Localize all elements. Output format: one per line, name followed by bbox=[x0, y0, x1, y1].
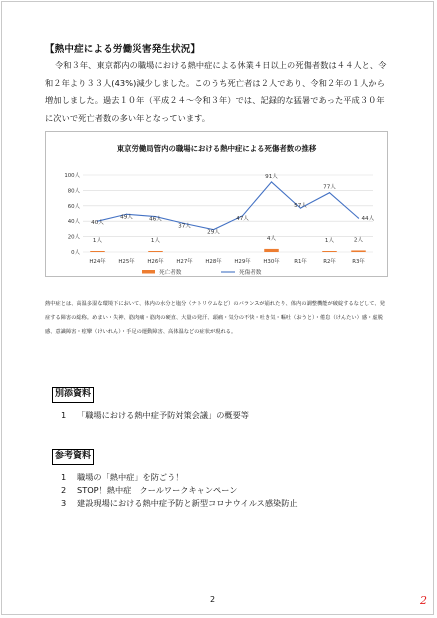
casualty-data-label: 37人 bbox=[178, 223, 191, 230]
y-tick-label: 0人 bbox=[71, 250, 80, 256]
death-bar bbox=[90, 251, 105, 252]
casualty-data-label: 44人 bbox=[361, 216, 375, 223]
reference-item-number: 1 bbox=[61, 472, 67, 482]
death-data-label: 1人 bbox=[150, 238, 161, 245]
casualty-point bbox=[358, 218, 359, 219]
heatstroke-definition: 熱中症とは、高温多湿な環境下において、体内の水分と塩分（ナトリウムなど）のバランスが崩れたり、体内の調整機能が破綻するなどして、発症する障害の総称。めまい・失神、筋肉痛・筋肉の硬直、大量の発汗、頭痛・気分の不快・吐き気・嘔吐（おうと）・倦怠（けんたい）感・虚脱感、意識障害・痙攣（けいれん）・手足の運動障害、高体温などの症状が現れる。 bbox=[45, 301, 386, 335]
x-tick-label: R3年 bbox=[352, 259, 365, 265]
y-tick-label: 100人 bbox=[64, 173, 80, 179]
reference-item-text: STOP！熱中症 クールワークキャンペーン bbox=[77, 485, 238, 495]
death-bar bbox=[351, 250, 366, 252]
reference-item-number: 3 bbox=[61, 498, 67, 508]
page-number: 2 bbox=[210, 595, 216, 604]
casualty-point bbox=[329, 192, 330, 193]
x-tick-label: H30年 bbox=[263, 259, 280, 265]
section-heading: 【熱中症による労働災害発生状況】 bbox=[45, 44, 201, 55]
y-tick-label: 20人 bbox=[67, 234, 80, 241]
death-data-label: 1人 bbox=[92, 238, 103, 245]
y-tick-label: 40人 bbox=[67, 219, 80, 226]
casualty-point bbox=[271, 181, 272, 182]
attachment-item bbox=[47, 409, 249, 422]
reference-item bbox=[47, 497, 298, 510]
chart-title: 東京労働局管内の職場における熱中症による死傷者数の推移 bbox=[116, 144, 317, 153]
reference-item-text: 職場の「熱中症」を防ごう！ bbox=[77, 472, 184, 482]
reference-list bbox=[47, 471, 298, 510]
heatstroke-chart bbox=[45, 131, 388, 277]
attachment-item-number: 1 bbox=[61, 410, 67, 420]
death-bar bbox=[322, 251, 337, 252]
attachment-label: 別添資料 bbox=[52, 387, 94, 403]
death-data-label: 2人 bbox=[353, 237, 364, 244]
x-tick-label: H28年 bbox=[205, 259, 222, 265]
x-tick-label: H29年 bbox=[234, 259, 251, 265]
y-tick-label: 60人 bbox=[67, 203, 80, 210]
reference-item bbox=[47, 471, 298, 484]
y-tick-label: 80人 bbox=[67, 188, 80, 195]
x-tick-label: R1年 bbox=[294, 259, 307, 265]
casualty-data-label: 49人 bbox=[120, 214, 133, 221]
x-tick-label: H27年 bbox=[176, 259, 193, 265]
death-data-label: 4人 bbox=[266, 235, 277, 242]
reference-item-text: 建設現場における熱中症予防と新型コロナウイルス感染防止 bbox=[77, 498, 298, 508]
legend-label-casualties: 死傷者数 bbox=[239, 270, 262, 276]
handwritten-page-number: 2 bbox=[420, 594, 427, 607]
reference-item bbox=[47, 484, 298, 497]
x-tick-label: H25年 bbox=[118, 259, 135, 265]
x-tick-label: H26年 bbox=[147, 259, 164, 265]
summary-paragraph: 令和３年、東京都内の職場における熱中症による休業４日以上の死傷者数は４４人と、令和２年より３３人(43%)減少しました。このうち死亡者は２人であり、令和２年の１人から増加しました。過去１０年（平成２４～令和３年）では、記録的な猛暑であった平成３０年に次いで死亡者数の多い年となっています。 bbox=[45, 60, 387, 123]
death-bar bbox=[264, 249, 279, 252]
x-tick-label: R2年 bbox=[323, 259, 336, 265]
death-bar bbox=[148, 251, 163, 252]
attachment-item-text: 「職場における熱中症予防対策会議」の概要等 bbox=[77, 410, 249, 420]
casualty-data-label: 47人 bbox=[236, 215, 249, 222]
x-tick-label: H24年 bbox=[89, 259, 106, 265]
legend-label-deaths: 死亡者数 bbox=[159, 270, 182, 276]
casualty-data-label: 77人 bbox=[323, 184, 336, 191]
casualty-data-label: 40人 bbox=[91, 220, 104, 227]
reference-label: 参考資料 bbox=[52, 449, 94, 465]
death-data-label: 1人 bbox=[324, 238, 335, 245]
casualty-data-label: 57人 bbox=[294, 203, 307, 210]
reference-item-number: 2 bbox=[61, 485, 67, 495]
attachment-list bbox=[47, 409, 249, 422]
casualty-data-label: 91人 bbox=[265, 173, 278, 180]
casualty-data-label: 29人 bbox=[207, 229, 220, 236]
legend-swatch-deaths bbox=[142, 270, 155, 274]
casualty-data-label: 46人 bbox=[149, 216, 162, 223]
